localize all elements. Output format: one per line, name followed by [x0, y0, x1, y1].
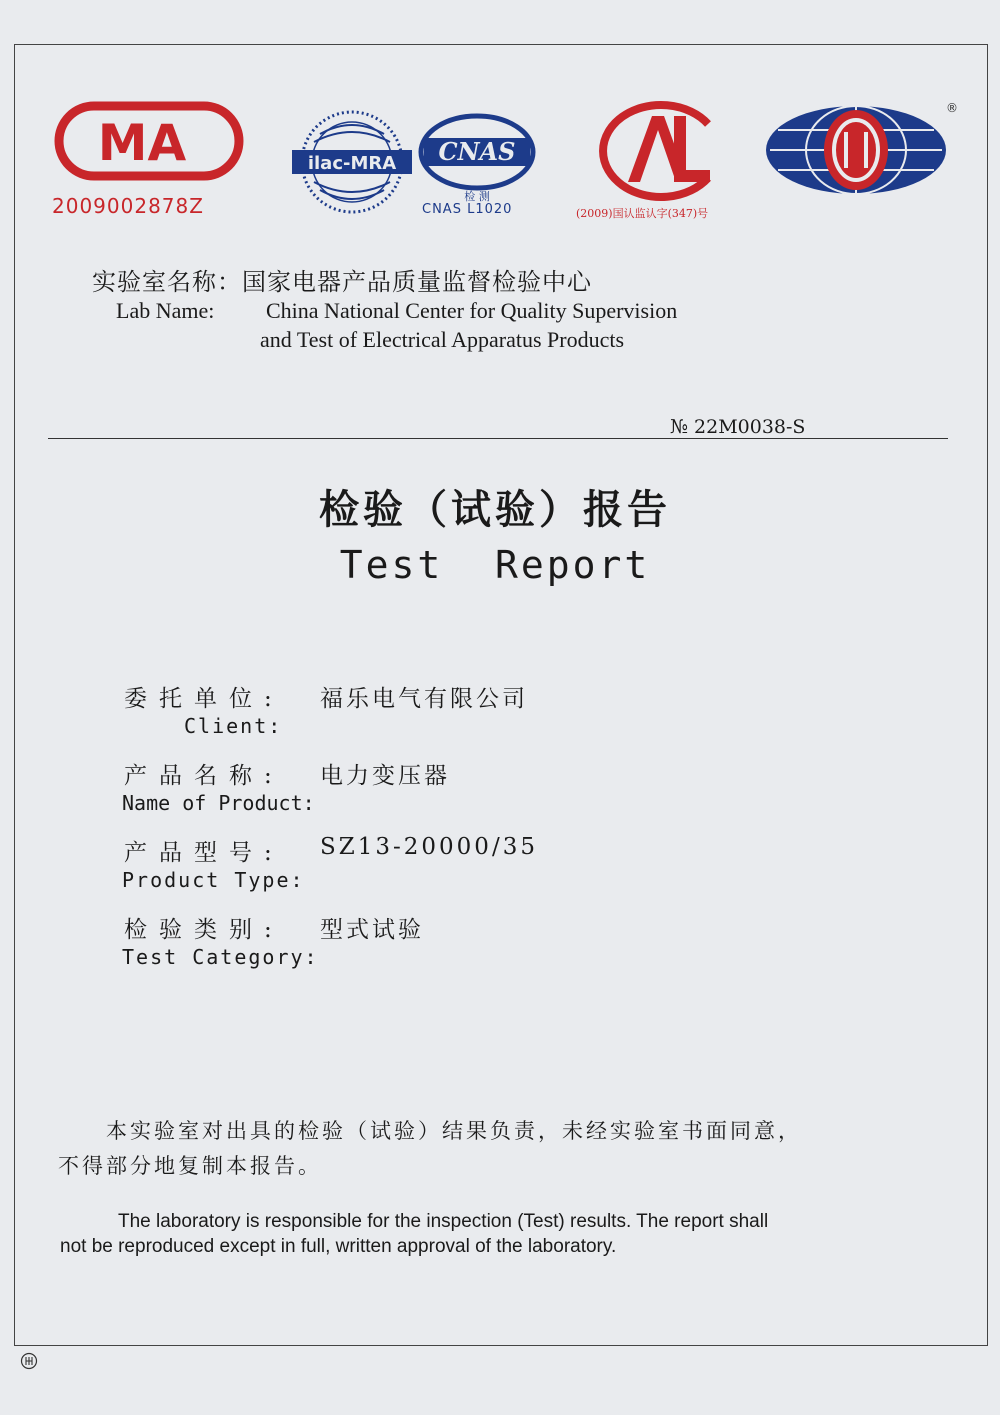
cma-code: 2009002878Z — [52, 194, 204, 218]
product-name-label-cn: 产品名称: — [124, 763, 284, 789]
test-category-label-cn: 检验类别: — [124, 917, 284, 943]
product-name-value: 电力变压器 — [320, 763, 450, 789]
lab-name-en-line2: and Test of Electrical Apparatus Products — [260, 327, 625, 352]
disclaimer-cn-line2: 不得部分地复制本报告。 — [58, 1154, 322, 1178]
lab-name-en-line1: China National Center for Quality Supervision — [266, 298, 678, 323]
product-type-value: SZ13-20000/35 — [320, 834, 538, 860]
product-name-label-en: Name of Product: — [122, 791, 315, 815]
client-label-cn: 委托单位: — [124, 686, 284, 712]
print-mark-icon — [20, 1352, 38, 1370]
title-en: Test Report — [339, 543, 651, 587]
lab-name-cn: 实验室名称：国家电器产品质量监督检验中心 — [92, 268, 592, 296]
client-value: 福乐电气有限公司 — [320, 686, 528, 712]
cma-logo — [54, 100, 230, 182]
ccc-globe-logo — [762, 100, 958, 196]
registered-mark: ® — [946, 101, 958, 115]
client-label-en: Client: — [184, 714, 283, 738]
test-category-label-en: Test Category: — [122, 945, 319, 969]
cal-code: (2009)国认监认字(347)号 — [576, 207, 709, 220]
cma-logo-text: MA — [97, 114, 187, 172]
disclaimer-cn-line1: 本实验室对出具的检验（试验）结果负责，未经实验室书面同意， — [106, 1119, 802, 1143]
header-divider — [48, 438, 948, 439]
cnas-logo — [418, 112, 536, 204]
cnas-logo-sub: 检 测 — [464, 190, 490, 203]
product-type-label-en: Product Type: — [122, 868, 305, 892]
disclaimer-en-line1: The laboratory is responsible for the inspection (Test) results. The report shall — [118, 1211, 769, 1232]
test-category-value: 型式试验 — [320, 917, 424, 943]
ilac-mra-logo — [292, 108, 412, 216]
disclaimer-en-line2: not be reproduced except in full, written approval of the laboratory. — [60, 1236, 617, 1257]
report-number: № 22M0038-S — [670, 416, 806, 438]
title-cn: 检验（试验）报告 — [319, 487, 671, 533]
cal-logo — [590, 102, 724, 200]
cnas-code: CNAS L1020 — [422, 202, 513, 217]
product-type-label-cn: 产品型号: — [124, 840, 284, 866]
lab-name-label-en: Lab Name: — [116, 298, 215, 323]
cnas-logo-text: CNAS — [438, 137, 516, 166]
ilac-logo-text: ilac-MRA — [307, 153, 397, 174]
